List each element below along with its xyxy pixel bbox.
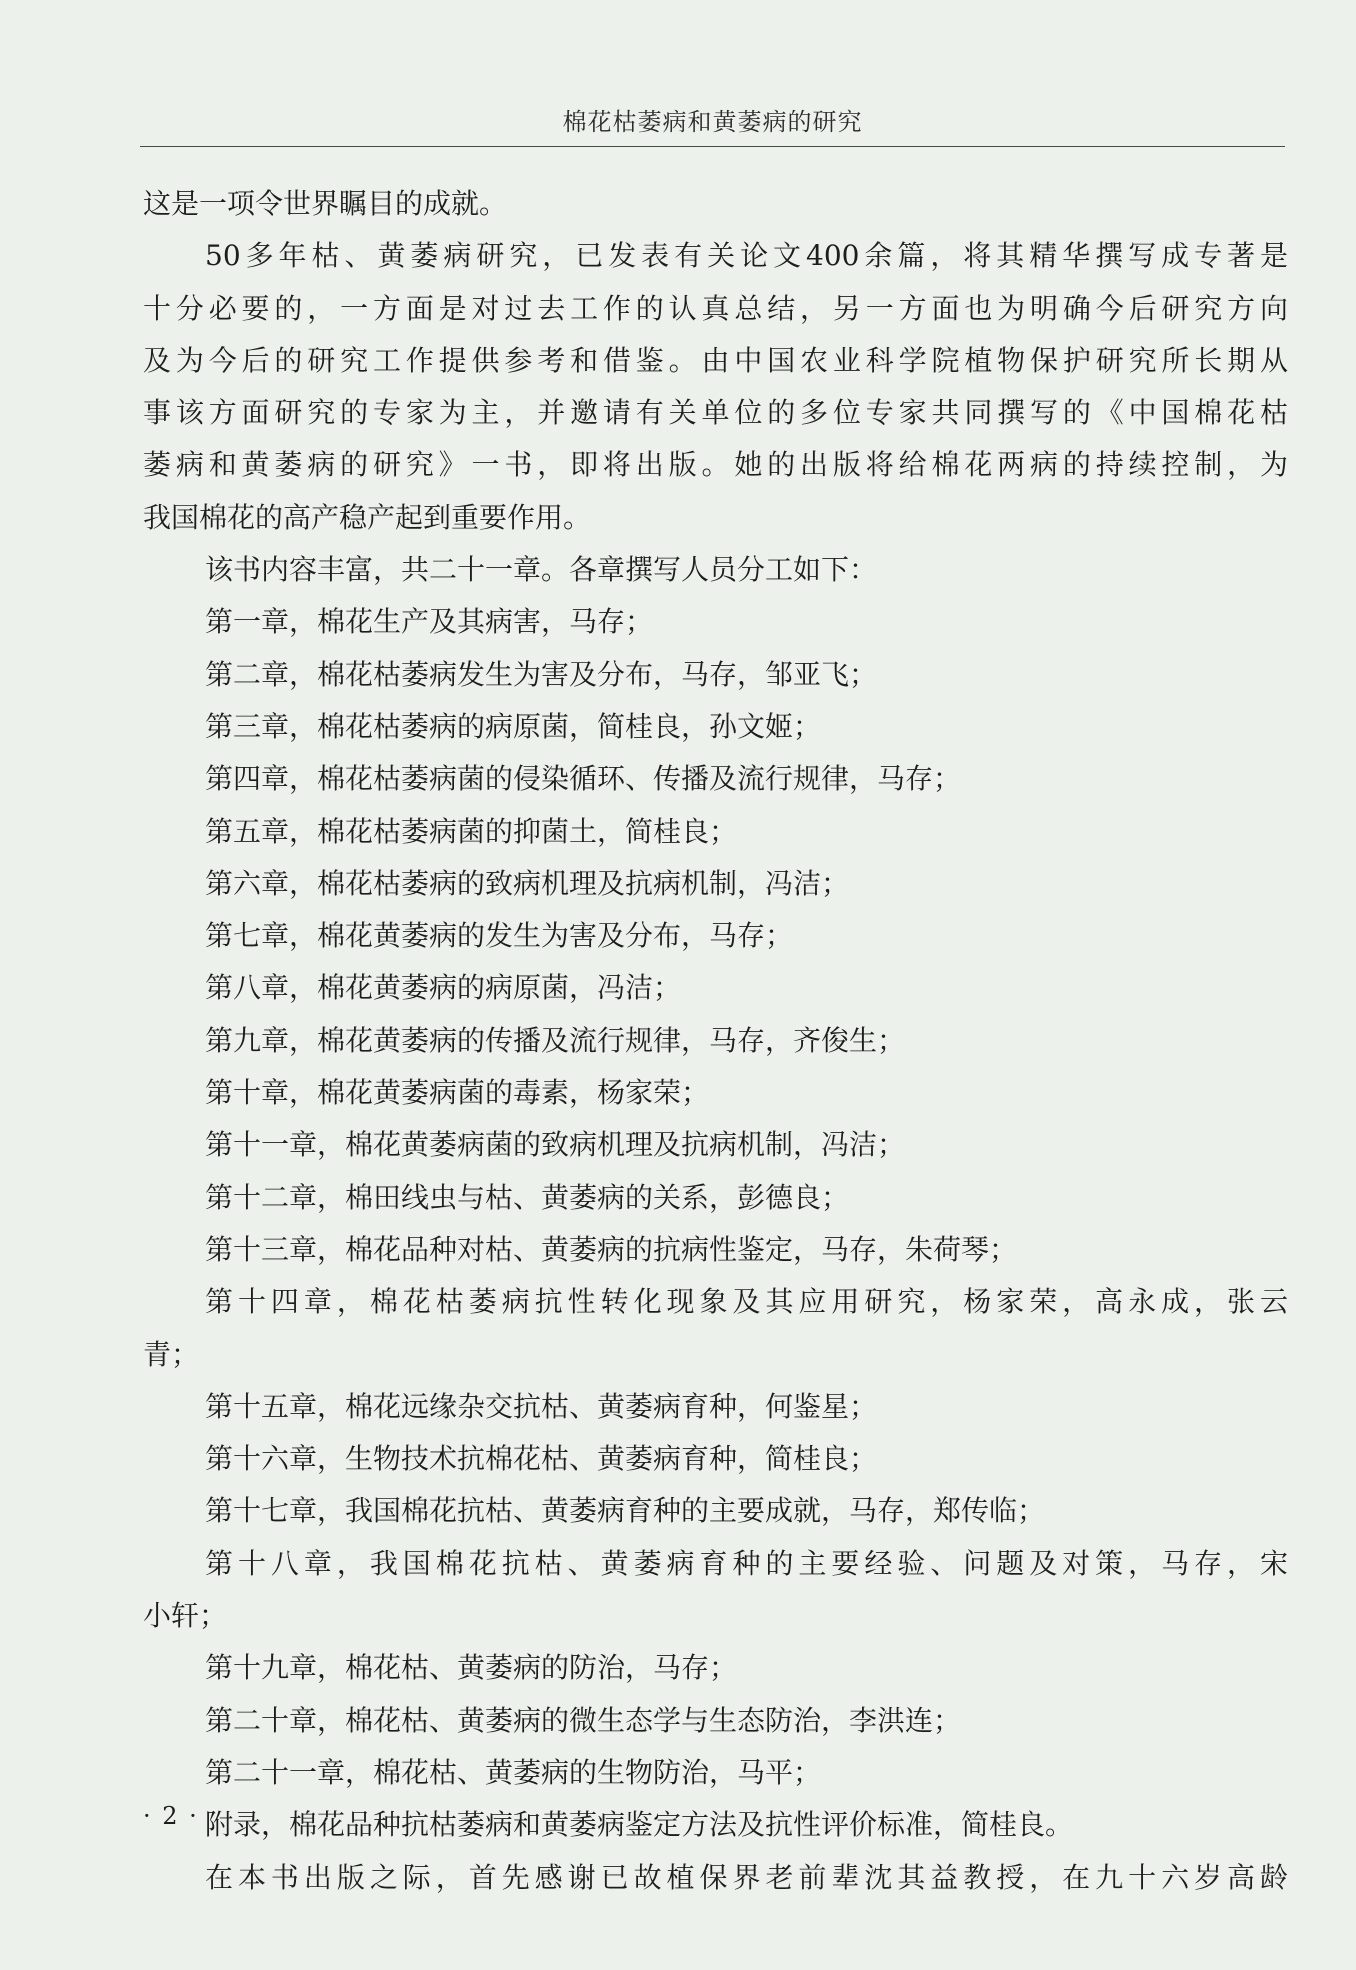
text-line: 第十六章，生物技术抗棉花枯、黄萎病育种，简桂良；	[205, 1442, 878, 1476]
text-line: 第十九章，棉花枯、黄萎病的防治，马存；	[205, 1651, 738, 1685]
text-line: 第四章，棉花枯萎病菌的侵染循环、传播及流行规律，马存；	[205, 762, 962, 796]
text-line: 第七章，棉花黄萎病的发生为害及分布，马存；	[205, 919, 794, 953]
text-line: 50多年枯、黄萎病研究，已发表有关论文400余篇，将其精华撰写成专著是	[205, 239, 1288, 273]
text-line: 第五章，棉花枯萎病菌的抑菌土，简桂良；	[205, 814, 738, 848]
text-line: 附录，棉花品种抗枯萎病和黄萎病鉴定方法及抗性评价标准，简桂良。	[205, 1808, 1074, 1842]
text-line: 第六章，棉花枯萎病的致病机理及抗病机制，冯洁；	[205, 866, 850, 900]
text-line: 第三章，棉花枯萎病的病原菌，简桂良，孙文姬；	[205, 709, 822, 743]
text-line: 第十章，棉花黄萎病菌的毒素，杨家荣；	[205, 1076, 710, 1110]
text-line: 第十四章，棉花枯萎病抗性转化现象及其应用研究，杨家荣，高永成，张云	[205, 1285, 1288, 1319]
header-rule	[140, 146, 1285, 147]
text-line: 第一章，棉花生产及其病害，马存；	[205, 605, 654, 639]
text-line: 该书内容丰富，共二十一章。各章撰写人员分工如下：	[205, 553, 878, 587]
page-number: · 2 ·	[143, 1802, 199, 1830]
text-line: 第二章，棉花枯萎病发生为害及分布，马存，邹亚飞；	[205, 657, 878, 691]
text-line: 第九章，棉花黄萎病的传播及流行规律，马存，齐俊生；	[205, 1023, 906, 1057]
text-line: 这是一项令世界瞩目的成就。	[143, 187, 508, 220]
text-line: 第二十章，棉花枯、黄萎病的微生态学与生态防治，李洪连；	[205, 1703, 962, 1737]
running-header: 棉花枯萎病和黄萎病的研究	[562, 108, 863, 136]
text-line: 第十二章，棉田线虫与枯、黄萎病的关系，彭德良；	[205, 1180, 850, 1214]
text-line: 第十一章，棉花黄萎病菌的致病机理及抗病机制，冯洁；	[205, 1128, 906, 1162]
text-line: 小轩；	[143, 1599, 228, 1633]
text-line: 萎病和黄萎病的研究》一书，即将出版。她的出版将给棉花两病的持续控制，为	[143, 448, 1288, 482]
text-line: 在本书出版之际，首先感谢已故植保界老前辈沈其益教授，在九十六岁高龄	[205, 1860, 1288, 1894]
text-line: 十分必要的，一方面是对过去工作的认真总结，另一方面也为明确今后研究方向	[143, 291, 1288, 325]
text-line: 第八章，棉花黄萎病的病原菌，冯洁；	[205, 971, 682, 1005]
text-line: 及为今后的研究工作提供参考和借鉴。由中国农业科学院植物保护研究所长期从	[143, 343, 1288, 377]
text-line: 第十三章，棉花品种对枯、黄萎病的抗病性鉴定，马存，朱荷琴；	[205, 1232, 1018, 1266]
text-line: 我国棉花的高产稳产起到重要作用。	[143, 500, 592, 534]
text-line: 第十五章，棉花远缘杂交抗枯、黄萎病育种，何鉴星；	[205, 1389, 878, 1423]
text-line: 青；	[143, 1337, 200, 1371]
text-line: 事该方面研究的专家为主，并邀请有关单位的多位专家共同撰写的《中国棉花枯	[143, 396, 1288, 430]
page-body	[143, 178, 1288, 1904]
text-line: 第二十一章，棉花枯、黄萎病的生物防治，马平；	[205, 1755, 822, 1789]
text-line: 第十七章，我国棉花抗枯、黄萎病育种的主要成就，马存，郑传临；	[205, 1494, 1046, 1528]
text-line: 第十八章，我国棉花抗枯、黄萎病育种的主要经验、问题及对策，马存，宋	[205, 1546, 1288, 1580]
